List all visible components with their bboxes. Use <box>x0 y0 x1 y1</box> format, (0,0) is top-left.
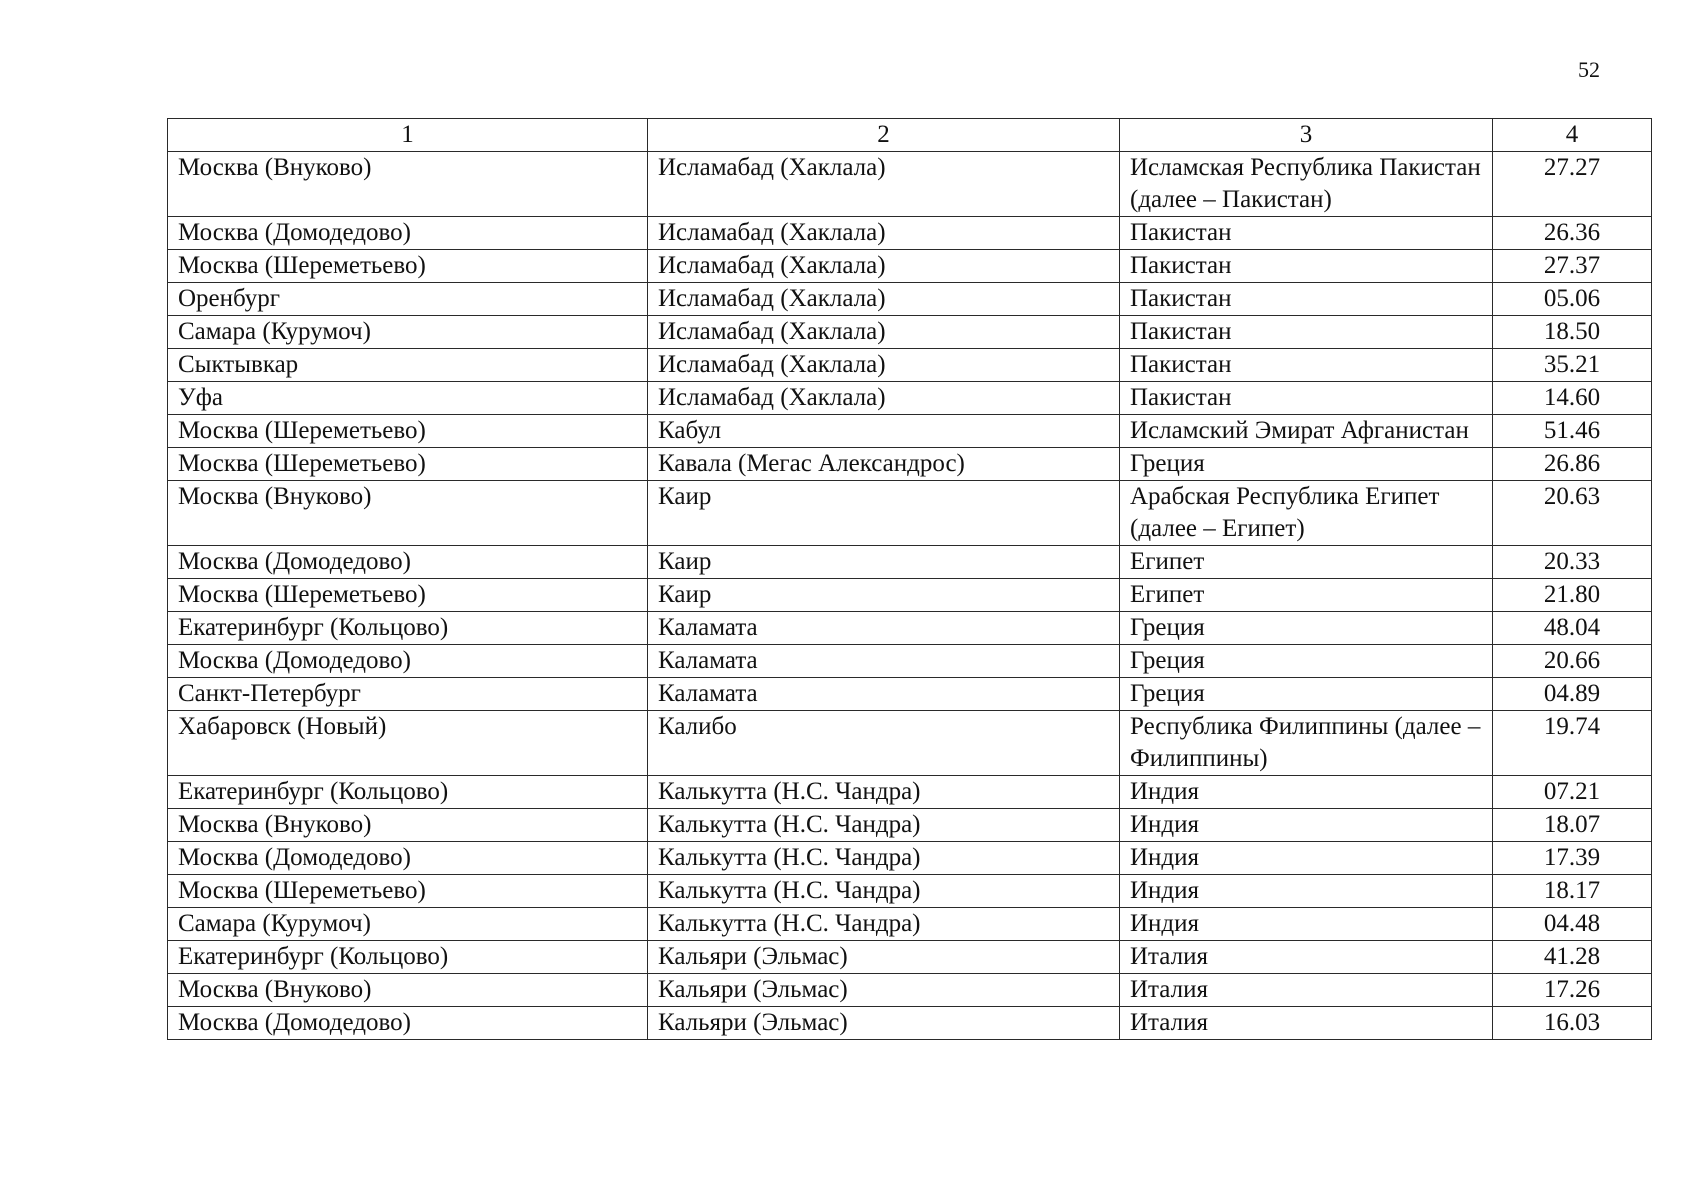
table-row <box>168 612 1652 645</box>
value-cell: 14.60 <box>1493 382 1652 415</box>
value-cell: 27.27 <box>1493 152 1652 217</box>
table-row <box>168 481 1652 546</box>
value-cell: 41.28 <box>1493 941 1652 974</box>
destination-airport-cell: Калькутта (Н.С. Чандра) <box>648 809 1120 842</box>
destination-airport-cell: Исламабад (Хаклала) <box>648 250 1120 283</box>
country-cell: Пакистан <box>1120 382 1493 415</box>
country-cell: Италия <box>1120 941 1493 974</box>
departure-city-cell: Москва (Шереметьево) <box>168 415 648 448</box>
departure-city-cell: Москва (Шереметьево) <box>168 250 648 283</box>
country-cell: Греция <box>1120 612 1493 645</box>
table-row <box>168 1007 1652 1040</box>
table-row <box>168 250 1652 283</box>
value-cell: 20.33 <box>1493 546 1652 579</box>
table-row <box>168 645 1652 678</box>
value-cell: 18.17 <box>1493 875 1652 908</box>
destination-airport-cell: Кавала (Мегас Александрос) <box>648 448 1120 481</box>
departure-city-cell: Уфа <box>168 382 648 415</box>
table-row <box>168 941 1652 974</box>
value-cell: 26.86 <box>1493 448 1652 481</box>
table-row <box>168 842 1652 875</box>
value-cell: 20.66 <box>1493 645 1652 678</box>
country-cell: Египет <box>1120 546 1493 579</box>
departure-city-cell: Москва (Домодедово) <box>168 217 648 250</box>
value-cell: 04.48 <box>1493 908 1652 941</box>
value-cell: 20.63 <box>1493 481 1652 546</box>
destination-airport-cell: Калькутта (Н.С. Чандра) <box>648 908 1120 941</box>
departure-city-cell: Екатеринбург (Кольцово) <box>168 612 648 645</box>
destination-airport-cell: Каламата <box>648 645 1120 678</box>
table-row <box>168 382 1652 415</box>
departure-city-cell: Хабаровск (Новый) <box>168 711 648 776</box>
country-cell: Пакистан <box>1120 217 1493 250</box>
value-cell: 17.39 <box>1493 842 1652 875</box>
destination-airport-cell: Исламабад (Хаклала) <box>648 316 1120 349</box>
value-cell: 18.50 <box>1493 316 1652 349</box>
country-cell: Исламская Республика Пакистан (далее – Пакистан) <box>1120 152 1493 217</box>
departure-city-cell: Москва (Домодедово) <box>168 1007 648 1040</box>
table-row <box>168 349 1652 382</box>
destination-airport-cell: Каламата <box>648 612 1120 645</box>
destination-airport-cell: Калькутта (Н.С. Чандра) <box>648 776 1120 809</box>
value-cell: 17.26 <box>1493 974 1652 1007</box>
departure-city-cell: Москва (Шереметьево) <box>168 875 648 908</box>
table-row <box>168 776 1652 809</box>
country-cell: Пакистан <box>1120 250 1493 283</box>
value-cell: 27.37 <box>1493 250 1652 283</box>
departure-city-cell: Москва (Домодедово) <box>168 842 648 875</box>
value-cell: 04.89 <box>1493 678 1652 711</box>
departure-city-cell: Москва (Домодедово) <box>168 645 648 678</box>
value-cell: 48.04 <box>1493 612 1652 645</box>
table-row <box>168 974 1652 1007</box>
column-header-4: 4 <box>1493 119 1652 152</box>
value-cell: 16.03 <box>1493 1007 1652 1040</box>
table-row <box>168 152 1652 217</box>
table-row <box>168 908 1652 941</box>
value-cell: 18.07 <box>1493 809 1652 842</box>
column-header-3: 3 <box>1120 119 1493 152</box>
destination-airport-cell: Каир <box>648 546 1120 579</box>
departure-city-cell: Москва (Шереметьево) <box>168 448 648 481</box>
table-row <box>168 579 1652 612</box>
departure-city-cell: Москва (Внуково) <box>168 481 648 546</box>
table-row <box>168 283 1652 316</box>
destination-airport-cell: Кальяри (Эльмас) <box>648 941 1120 974</box>
departure-city-cell: Санкт-Петербург <box>168 678 648 711</box>
departure-city-cell: Москва (Внуково) <box>168 152 648 217</box>
departure-city-cell: Екатеринбург (Кольцово) <box>168 941 648 974</box>
destination-airport-cell: Исламабад (Хаклала) <box>648 283 1120 316</box>
destination-airport-cell: Исламабад (Хаклала) <box>648 152 1120 217</box>
value-cell: 51.46 <box>1493 415 1652 448</box>
destination-airport-cell: Каламата <box>648 678 1120 711</box>
country-cell: Италия <box>1120 974 1493 1007</box>
value-cell: 07.21 <box>1493 776 1652 809</box>
destination-airport-cell: Кальяри (Эльмас) <box>648 974 1120 1007</box>
country-cell: Республика Филиппины (далее – Филиппины) <box>1120 711 1493 776</box>
value-cell: 19.74 <box>1493 711 1652 776</box>
country-cell: Греция <box>1120 448 1493 481</box>
destination-airport-cell: Кабул <box>648 415 1120 448</box>
country-cell: Индия <box>1120 776 1493 809</box>
country-cell: Индия <box>1120 875 1493 908</box>
country-cell: Индия <box>1120 842 1493 875</box>
departure-city-cell: Самара (Курумоч) <box>168 908 648 941</box>
departure-city-cell: Москва (Внуково) <box>168 974 648 1007</box>
country-cell: Пакистан <box>1120 349 1493 382</box>
departure-city-cell: Москва (Домодедово) <box>168 546 648 579</box>
table-row <box>168 546 1652 579</box>
table-row <box>168 809 1652 842</box>
destination-airport-cell: Калькутта (Н.С. Чандра) <box>648 875 1120 908</box>
country-cell: Пакистан <box>1120 283 1493 316</box>
column-header-2: 2 <box>648 119 1120 152</box>
table-row <box>168 875 1652 908</box>
table-row <box>168 448 1652 481</box>
header-row <box>168 119 1652 152</box>
country-cell: Греция <box>1120 645 1493 678</box>
country-cell: Индия <box>1120 809 1493 842</box>
destination-airport-cell: Исламабад (Хаклала) <box>648 217 1120 250</box>
departure-city-cell: Москва (Внуково) <box>168 809 648 842</box>
column-header-1: 1 <box>168 119 648 152</box>
destination-airport-cell: Каир <box>648 481 1120 546</box>
value-cell: 35.21 <box>1493 349 1652 382</box>
country-cell: Исламский Эмират Афганистан <box>1120 415 1493 448</box>
country-cell: Греция <box>1120 678 1493 711</box>
table-row <box>168 217 1652 250</box>
country-cell: Пакистан <box>1120 316 1493 349</box>
departure-city-cell: Сыктывкар <box>168 349 648 382</box>
destination-airport-cell: Калькутта (Н.С. Чандра) <box>648 842 1120 875</box>
country-cell: Индия <box>1120 908 1493 941</box>
routes-table <box>167 118 1652 1040</box>
departure-city-cell: Москва (Шереметьево) <box>168 579 648 612</box>
table-row <box>168 678 1652 711</box>
country-cell: Арабская Республика Египет (далее – Египет) <box>1120 481 1493 546</box>
table-header <box>168 119 1652 152</box>
table-row <box>168 316 1652 349</box>
value-cell: 26.36 <box>1493 217 1652 250</box>
destination-airport-cell: Каир <box>648 579 1120 612</box>
departure-city-cell: Оренбург <box>168 283 648 316</box>
table-body <box>168 152 1652 1040</box>
value-cell: 21.80 <box>1493 579 1652 612</box>
table-row <box>168 711 1652 776</box>
value-cell: 05.06 <box>1493 283 1652 316</box>
country-cell: Египет <box>1120 579 1493 612</box>
page-number: 52 <box>1578 57 1600 82</box>
departure-city-cell: Самара (Курумоч) <box>168 316 648 349</box>
table-row <box>168 415 1652 448</box>
destination-airport-cell: Кальяри (Эльмас) <box>648 1007 1120 1040</box>
departure-city-cell: Екатеринбург (Кольцово) <box>168 776 648 809</box>
destination-airport-cell: Калибо <box>648 711 1120 776</box>
destination-airport-cell: Исламабад (Хаклала) <box>648 382 1120 415</box>
destination-airport-cell: Исламабад (Хаклала) <box>648 349 1120 382</box>
country-cell: Италия <box>1120 1007 1493 1040</box>
